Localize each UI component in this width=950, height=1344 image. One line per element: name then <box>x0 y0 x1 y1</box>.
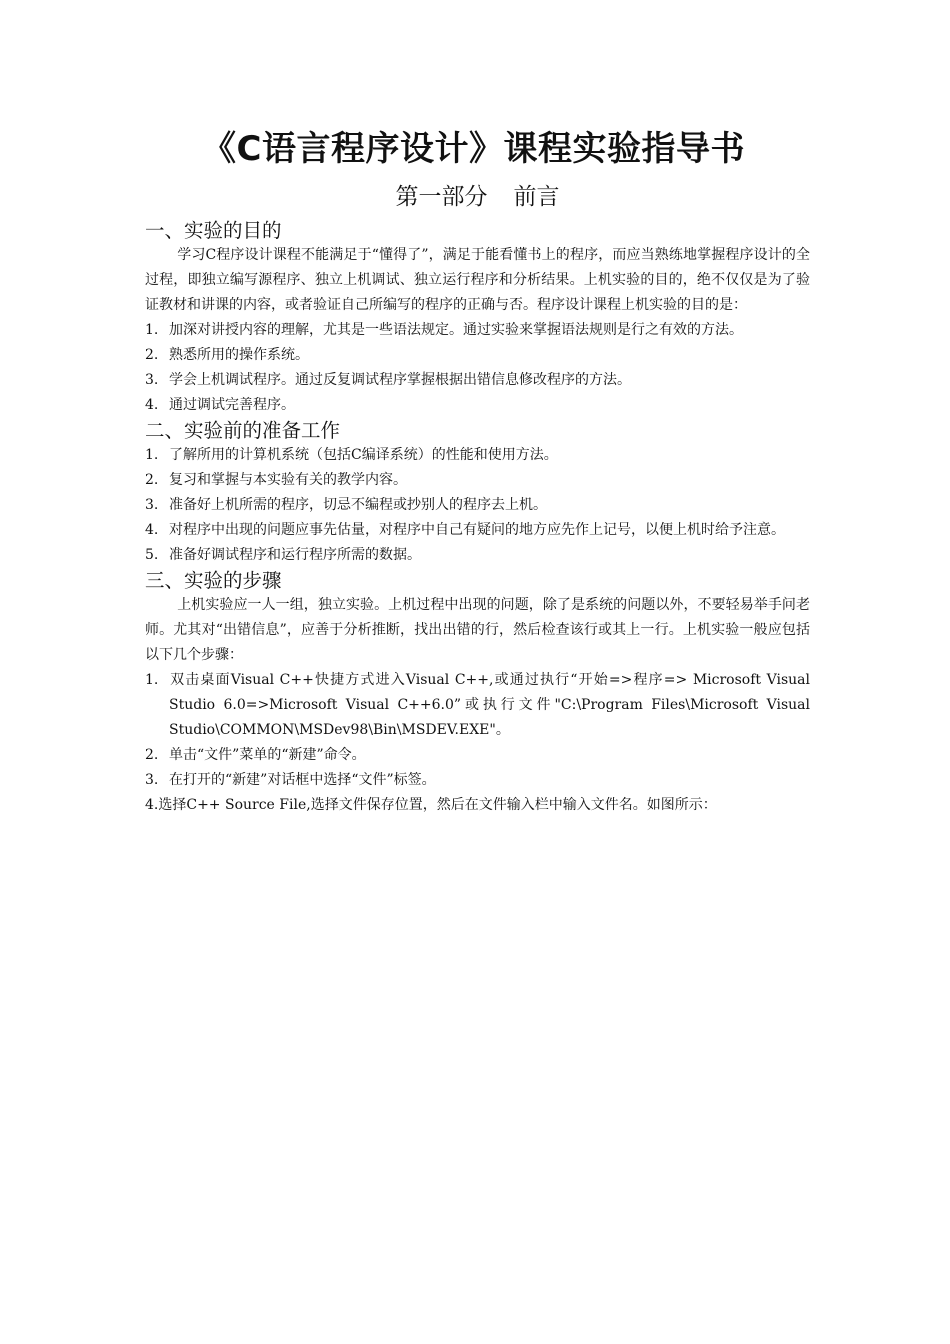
list-item: 1. 双击桌面Visual C++快捷方式进入Visual C++,或通过执行“开始=>程序=> Microsoft Visual Studio 6.0=>Microsoft Visual C++6.0”或执行文件"C:\Program Files\Microsoft Visual Studio\COMMON\MSDev98\Bin\MSDEV.EXE"。 <box>145 672 810 738</box>
steps-list <box>145 668 810 818</box>
list-item: 3. 学会上机调试程序。通过反复调试程序掌握根据出错信息修改程序的方法。 <box>145 372 631 388</box>
document-title: 《C语言程序设计》课程实验指导书 <box>202 129 745 169</box>
section-heading: 二、实验前的准备工作 <box>145 419 341 442</box>
list-item: 3. 在打开的“新建”对话框中选择“文件”标签。 <box>145 772 436 788</box>
section-paragraph: 学习C程序设计课程不能满足于“懂得了”，满足于能看懂书上的程序，而应当熟练地掌握程序设计的全过程，即独立编写源程序、独立上机调试、独立运行程序和分析结果。上机实验的目的，绝不仅仅是为了验证教材和讲课的内容，或者验证自己所编写的程序的正确与否。程序设计课程上机实验的目的是： <box>145 247 810 313</box>
list-item: 5. 准备好调试程序和运行程序所需的数据。 <box>145 547 421 563</box>
section-paragraph: 上机实验应一人一组，独立实验。上机过程中出现的问题，除了是系统的问题以外，不要轻易举手问老师。尤其对“出错信息”，应善于分析推断，找出出错的行，然后检查该行或其上一行。上机实验一般应包括以下几个步骤： <box>145 597 810 663</box>
list-item: 2. 复习和掌握与本实验有关的教学内容。 <box>145 472 407 488</box>
list-item: 4.选择C++ Source File,选择文件保存位置，然后在文件输入栏中输入文件名。如图所示： <box>145 797 717 813</box>
list-item: 4. 对程序中出现的问题应事先估量，对程序中自己有疑问的地方应先作上记号，以便上机时给予注意。 <box>145 522 785 538</box>
list-item: 4. 通过调试完善程序。 <box>145 397 295 413</box>
section-preparation <box>145 418 810 568</box>
list-item: 2. 熟悉所用的操作系统。 <box>145 347 309 363</box>
section-heading: 三、实验的步骤 <box>145 569 282 592</box>
section-purpose <box>145 218 810 418</box>
section-heading: 一、实验的目的 <box>145 219 282 242</box>
preparation-list <box>145 443 810 568</box>
section-steps <box>145 568 810 818</box>
list-item: 1. 了解所用的计算机系统（包括C编译系统）的性能和使用方法。 <box>145 447 558 463</box>
list-item: 1. 加深对讲授内容的理解，尤其是一些语法规定。通过实验来掌握语法规则是行之有效的方法。 <box>145 322 743 338</box>
document-page <box>145 125 810 818</box>
purpose-list <box>145 318 810 418</box>
part-name: 前言 <box>513 184 560 210</box>
part-label: 第一部分 <box>395 184 488 210</box>
list-item: 2. 单击“文件”菜单的“新建”命令。 <box>145 747 366 763</box>
part-title <box>145 180 810 214</box>
list-item: 3. 准备好上机所需的程序，切忌不编程或抄别人的程序去上机。 <box>145 497 547 513</box>
